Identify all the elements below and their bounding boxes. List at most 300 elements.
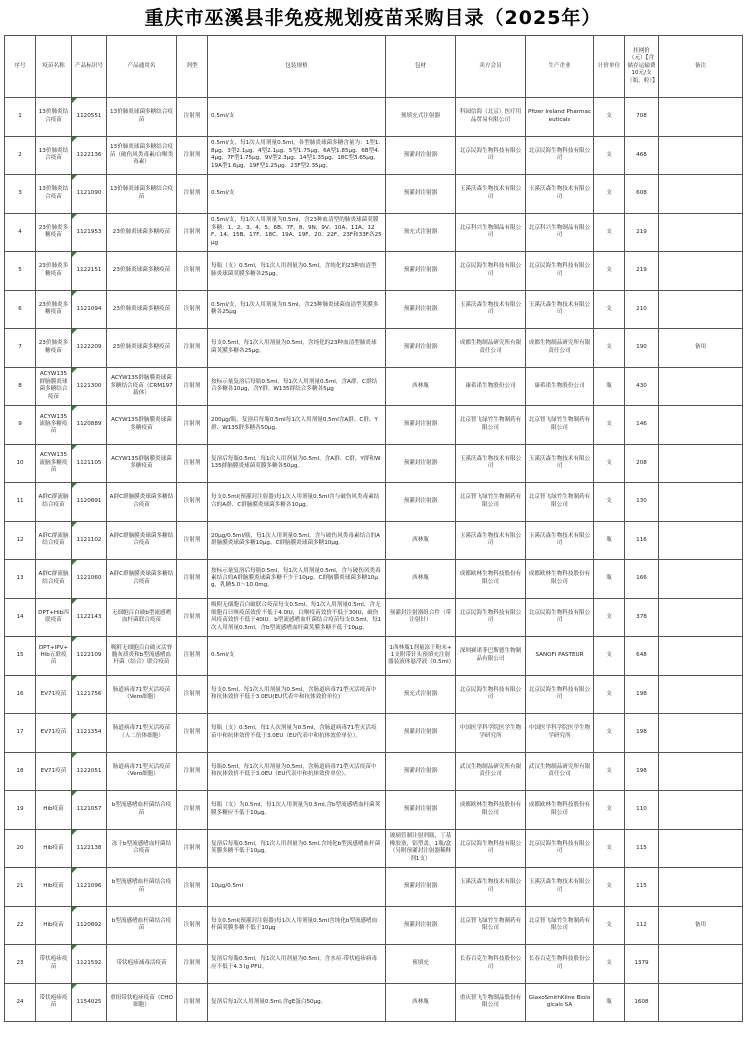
cell-pricing-unit: 支 (594, 329, 625, 368)
cell-no: 3 (5, 175, 36, 214)
cell-product-code: 1122138 (72, 829, 107, 868)
table-row (5, 483, 743, 522)
cell-dosage-form: 注射剂 (177, 868, 208, 907)
cell-seller: 玉溪沃森生物技术有限公司 (456, 868, 526, 907)
cell-price: 210 (625, 290, 659, 329)
cell-package-spec: 按标示量复溶后每瓶0.5ml，每1次人用剂量0.5ml，含与破伤风类毒素结合的A群脑膜炎球菌多糖不少于10μg、C群脑膜炎球菌多糖10μg，乳糖5.0～10.0mg。 (208, 560, 386, 599)
cell-pricing-unit: 瓶 (594, 983, 625, 1022)
cell-package-material: 预灌封注射器 (386, 752, 456, 791)
cell-no: 1 (5, 98, 36, 137)
cell-package-spec: 0.5ml/支，每1次人用剂量0.5ml，各型肺炎球菌多糖含量为：1型1.8μg、3型2.1μg、4型2.1μg、5型1.75μg、6A型1.85μg、6B型4.4μg、7F型1.75μg、9V型2.3μg、14型1.35μg、18C型3.65μg、19A型1.6μg、19F型1.25μg、23F型2.35μg。 (208, 136, 386, 175)
cell-generic-name: b型流感嗜血杆菌结合疫苗 (107, 791, 177, 830)
table-row (5, 637, 743, 676)
cell-manufacturer: 玉溪沃森生物技术有限公司 (526, 290, 594, 329)
cell-no: 9 (5, 406, 36, 445)
cell-package-material: 预灌封注射器 (386, 290, 456, 329)
cell-pricing-unit: 支 (594, 252, 625, 291)
cell-seller: 深圳赛诺菲巴斯德生物制品有限公司 (456, 637, 526, 676)
cell-price: 430 (625, 367, 659, 406)
cell-price: 112 (625, 906, 659, 945)
cell-package-spec: 20μg/0.5ml/瓶，每1次人用剂量0.5ml，含与破伤风类毒素结合的A群脑膜炎球菌多糖10μg、C群脑膜炎球菌多糖10μg。 (208, 521, 386, 560)
cell-generic-name: 肠道病毒71型灭活疫苗（Vero细胞） (107, 675, 177, 714)
cell-product-code: 1121354 (72, 714, 107, 753)
cell-vaccine-name: ACYW135流脑多糖疫苗 (36, 444, 72, 483)
header-manufacturer: 生产企业 (526, 36, 594, 98)
cell-note (659, 98, 743, 137)
cell-vaccine-name: 带状疱疹疫苗 (36, 945, 72, 984)
cell-no: 23 (5, 945, 36, 984)
cell-manufacturer: 北京民海生物科技有限公司 (526, 136, 594, 175)
table-row (5, 829, 743, 868)
cell-package-spec: 0.5ml/支 (208, 98, 386, 137)
table-row (5, 290, 743, 329)
cell-package-material: 西林瓶 (386, 983, 456, 1022)
cell-generic-name: ACYW135群脑膜炎球菌多糖疫苗 (107, 444, 177, 483)
cell-pricing-unit: 支 (594, 714, 625, 753)
table-row (5, 983, 743, 1022)
table-row (5, 213, 743, 252)
table-row (5, 406, 743, 445)
table-row (5, 752, 743, 791)
cell-manufacturer: 中国医学科学院医学生物学研究所 (526, 714, 594, 753)
cell-note (659, 598, 743, 637)
cell-vaccine-name: 带状疱疹疫苗 (36, 983, 72, 1022)
cell-seller: 中国医学科学院医学生物学研究所 (456, 714, 526, 753)
cell-note (659, 868, 743, 907)
cell-package-material: 预充式注射器 (386, 213, 456, 252)
cell-package-material: 预灌封注射器 (386, 791, 456, 830)
cell-manufacturer: 北京民海生物科技有限公司 (526, 675, 594, 714)
cell-manufacturer: 北京智飞绿竹生物制药有限公司 (526, 483, 594, 522)
cell-product-code: 1120551 (72, 98, 107, 137)
cell-generic-name: 13价肺炎球菌多糖结合疫苗 (107, 175, 177, 214)
cell-note (659, 290, 743, 329)
cell-manufacturer: 北京智飞绿竹生物制药有限公司 (526, 906, 594, 945)
cell-pricing-unit: 支 (594, 868, 625, 907)
cell-no: 11 (5, 483, 36, 522)
cell-manufacturer: 武汉生物制品研究所有限责任公司 (526, 752, 594, 791)
cell-dosage-form: 注射剂 (177, 175, 208, 214)
cell-note (659, 367, 743, 406)
cell-manufacturer: 成都生物制品研究所有限责任公司 (526, 329, 594, 368)
cell-note (659, 252, 743, 291)
cell-package-spec: 每瓶（支）为0.5ml，每1次人用剂量为0.5ml,含b型流感嗜血杆菌荚膜多糖应不低于10μg。 (208, 791, 386, 830)
cell-vaccine-name: ACYW135群脑膜炎球菌多糖结合疫苗 (36, 367, 72, 406)
cell-seller: 北京智飞绿竹生物制药有限公司 (456, 483, 526, 522)
cell-package-spec: 复溶后每瓶0.5ml，每1次人用剂量为0.5ml，含A群、C群、Y群和W135群脑膜炎球菌荚膜多糖各50μg。 (208, 444, 386, 483)
cell-vaccine-name: EV71疫苗 (36, 675, 72, 714)
cell-dosage-form: 注射剂 (177, 752, 208, 791)
cell-price: 208 (625, 444, 659, 483)
table-row (5, 98, 743, 137)
cell-no: 16 (5, 675, 36, 714)
cell-package-material: 预填充式注射器 (386, 98, 456, 137)
cell-vaccine-name: Hib疫苗 (36, 829, 72, 868)
cell-package-spec: 每支0.5ml，每1次人用剂量为0.5ml，含肠道病毒71型灭活疫苗中和抗体效价不低于3.0EU(EU代表中和抗体效价单位) (208, 675, 386, 714)
header-generic-name: 产品通用名 (107, 36, 177, 98)
cell-package-material: 预充式注射器 (386, 675, 456, 714)
cell-generic-name: b型流感嗜血杆菌结合疫苗 (107, 868, 177, 907)
cell-note: 备用 (659, 329, 743, 368)
cell-generic-name: 13价肺炎球菌多糖结合疫苗 (107, 98, 177, 137)
cell-package-spec: 0.5ml/支 (208, 637, 386, 676)
cell-package-material: 西林瓶 (386, 521, 456, 560)
cell-dosage-form: 注射剂 (177, 598, 208, 637)
cell-product-code: 1121090 (72, 175, 107, 214)
cell-seller: 科园信海（北京）医疗用品贸易有限公司 (456, 98, 526, 137)
cell-price: 198 (625, 714, 659, 753)
table-row (5, 521, 743, 560)
cell-vaccine-name: ACYW135流脑多糖疫苗 (36, 406, 72, 445)
cell-no: 4 (5, 213, 36, 252)
cell-pricing-unit: 支 (594, 444, 625, 483)
table-row (5, 175, 743, 214)
cell-dosage-form: 注射剂 (177, 983, 208, 1022)
cell-vaccine-name: 13价肺炎结合疫苗 (36, 98, 72, 137)
cell-product-code: 1120891 (72, 483, 107, 522)
cell-manufacturer: 成都欧林生物科技股份有限公司 (526, 791, 594, 830)
cell-no: 19 (5, 791, 36, 830)
cell-vaccine-name: 23价肺炎多糖疫苗 (36, 329, 72, 368)
cell-generic-name: 无细胞百白破b型流感嗜血杆菌联合疫苗 (107, 598, 177, 637)
table-row (5, 598, 743, 637)
cell-generic-name: ACYW135群脑膜炎球菌多糖结合疫苗（CRM197载体） (107, 367, 177, 406)
cell-product-code: 1122151 (72, 252, 107, 291)
cell-seller: 玉溪沃森生物技术有限公司 (456, 521, 526, 560)
cell-manufacturer: 玉溪沃森生物技术有限公司 (526, 521, 594, 560)
cell-generic-name: 肠道病毒71型灭活疫苗（Vero细胞） (107, 752, 177, 791)
cell-manufacturer: 成都欧林生物科技股份有限公司 (526, 560, 594, 599)
cell-package-material: 预灌封注射器 (386, 714, 456, 753)
cell-pricing-unit: 支 (594, 175, 625, 214)
cell-dosage-form: 注射剂 (177, 444, 208, 483)
cell-dosage-form: 注射剂 (177, 252, 208, 291)
cell-price: 1608 (625, 983, 659, 1022)
cell-package-spec: 0.5ml/支，每1次人用剂量为0.5ml，含23种肺炎球菌血清型荚膜多糖各25μg (208, 290, 386, 329)
cell-dosage-form: 注射剂 (177, 637, 208, 676)
cell-package-material: 预填充 (386, 945, 456, 984)
cell-dosage-form: 注射剂 (177, 213, 208, 252)
cell-package-material: 预灌封注射器 (386, 329, 456, 368)
cell-note: 备用 (659, 906, 743, 945)
cell-product-code: 1121057 (72, 791, 107, 830)
cell-vaccine-name: 23价肺炎多糖疫苗 (36, 252, 72, 291)
cell-seller: 北京民海生物科技有限公司 (456, 252, 526, 291)
cell-no: 7 (5, 329, 36, 368)
cell-seller: 北京民海生物科技有限公司 (456, 136, 526, 175)
cell-note (659, 483, 743, 522)
cell-package-material: 预灌封注射器 (386, 906, 456, 945)
cell-product-code: 1121300 (72, 367, 107, 406)
cell-no: 15 (5, 637, 36, 676)
cell-generic-name: 23价肺炎球菌多糖疫苗 (107, 213, 177, 252)
cell-pricing-unit: 支 (594, 637, 625, 676)
cell-product-code: 1121096 (72, 868, 107, 907)
cell-product-code: 1121102 (72, 521, 107, 560)
page-title: 重庆市巫溪县非免疫规划疫苗采购目录（2025年） (144, 7, 602, 29)
cell-dosage-form: 注射剂 (177, 906, 208, 945)
cell-price: 219 (625, 252, 659, 291)
cell-package-material: 预灌封注射器 (386, 136, 456, 175)
cell-dosage-form: 注射剂 (177, 136, 208, 175)
cell-seller: 北京科兴生物制品有限公司 (456, 213, 526, 252)
cell-product-code: 1120892 (72, 906, 107, 945)
table-row (5, 675, 743, 714)
table-row (5, 367, 743, 406)
cell-package-material: 预灌封注射器 (386, 868, 456, 907)
cell-vaccine-name: Hib疫苗 (36, 906, 72, 945)
cell-vaccine-name: A群C群流脑结合疫苗 (36, 483, 72, 522)
cell-generic-name: A群C群脑膜炎球菌多糖结合疫苗 (107, 560, 177, 599)
cell-note (659, 714, 743, 753)
cell-price: 708 (625, 98, 659, 137)
cell-seller: 成都欧林生物科技股份有限公司 (456, 791, 526, 830)
cell-product-code: 1121592 (72, 945, 107, 984)
cell-generic-name: 23价肺炎球菌多糖疫苗 (107, 290, 177, 329)
cell-seller: 成都生物制品研究所有限责任公司 (456, 329, 526, 368)
cell-product-code: 1154025 (72, 983, 107, 1022)
cell-package-spec: 200μg/瓶，复溶后每瓶0.5ml每1次人用剂量0.5ml含A群、C群、Y群、W135群多糖各50μg。 (208, 406, 386, 445)
cell-manufacturer: 玉溪沃森生物技术有限公司 (526, 868, 594, 907)
cell-package-material: 西林瓶 (386, 367, 456, 406)
cell-seller: 玉溪沃森生物技术有限公司 (456, 444, 526, 483)
cell-vaccine-name: 13价肺炎结合疫苗 (36, 175, 72, 214)
cell-price: 219 (625, 213, 659, 252)
cell-dosage-form: 注射剂 (177, 483, 208, 522)
cell-pricing-unit: 支 (594, 290, 625, 329)
cell-note (659, 752, 743, 791)
cell-pricing-unit: 瓶 (594, 521, 625, 560)
cell-seller: 成都欧林生物科技股份有限公司 (456, 560, 526, 599)
cell-note (659, 675, 743, 714)
cell-package-spec: 复溶后每瓶0.5ml，每1次人用剂量为0.5ml，含水痘-带状疱疹病毒应不低于4.3 lg PFU。 (208, 945, 386, 984)
cell-package-spec: 复溶后每瓶0.5ml，每1次人用剂量为0.5ml,含纯化b型流感嗜血杆菌荚膜多糖不低于10μg。 (208, 829, 386, 868)
cell-note (659, 136, 743, 175)
cell-price: 198 (625, 752, 659, 791)
cell-vaccine-name: EV71疫苗 (36, 714, 72, 753)
cell-note (659, 521, 743, 560)
cell-dosage-form: 注射剂 (177, 675, 208, 714)
cell-package-spec: 每瓶0.5ml，每1次人用剂量为0.5ml，含肠道病毒71型灭活疫苗中和抗体效价不低于3.0EU（EU代表中和抗体效价单位）。 (208, 752, 386, 791)
cell-pricing-unit: 支 (594, 829, 625, 868)
cell-dosage-form: 注射剂 (177, 98, 208, 137)
cell-vaccine-name: 23价肺炎多糖疫苗 (36, 290, 72, 329)
cell-no: 24 (5, 983, 36, 1022)
table-row (5, 252, 743, 291)
cell-note (659, 983, 743, 1022)
cell-manufacturer: 北京科兴生物制品有限公司 (526, 213, 594, 252)
cell-product-code: 1121105 (72, 444, 107, 483)
cell-no: 22 (5, 906, 36, 945)
cell-price: 198 (625, 675, 659, 714)
cell-package-material: 预灌封注射器 (386, 444, 456, 483)
cell-no: 5 (5, 252, 36, 291)
cell-manufacturer: 北京民海生物科技有限公司 (526, 829, 594, 868)
cell-pricing-unit: 支 (594, 752, 625, 791)
cell-product-code: 1121060 (72, 560, 107, 599)
cell-pricing-unit: 支 (594, 791, 625, 830)
vaccine-catalog-table (4, 35, 743, 1022)
cell-package-spec: 每瓶（支）0.5ml，每1次人用剂量为0.5ml，含纯化的23种血清型肺炎球菌荚膜多糖各25μg。 (208, 252, 386, 291)
cell-pricing-unit: 支 (594, 906, 625, 945)
cell-package-material: 预灌封注射器组合件（带注射针） (386, 598, 456, 637)
cell-product-code: 1122109 (72, 637, 107, 676)
cell-vaccine-name: DPT+IPV+Hib五联疫苗 (36, 637, 72, 676)
cell-package-spec: 复溶后每1次人用剂量0.5ml,含gE蛋白50μg。 (208, 983, 386, 1022)
table-row (5, 945, 743, 984)
cell-manufacturer: 北京智飞绿竹生物制药有限公司 (526, 406, 594, 445)
cell-no: 2 (5, 136, 36, 175)
cell-vaccine-name: 13价肺炎结合疫苗 (36, 136, 72, 175)
cell-package-spec: 每瓶（支）0.5ml，每1人次剂量为0.5ml，含肠道病毒71型灭活疫苗中和抗体效价不低于3.0EU（EU代表中和抗体效价单位）。 (208, 714, 386, 753)
cell-pricing-unit: 支 (594, 98, 625, 137)
header-seller: 卖方会员 (456, 36, 526, 98)
cell-package-spec: 0.5ml/支 (208, 175, 386, 214)
cell-package-spec: 10μg/0.5ml (208, 868, 386, 907)
cell-dosage-form: 注射剂 (177, 406, 208, 445)
cell-dosage-form: 注射剂 (177, 945, 208, 984)
cell-product-code: 1120889 (72, 406, 107, 445)
cell-package-material: 西林瓶 (386, 560, 456, 599)
cell-note (659, 175, 743, 214)
cell-pricing-unit: 支 (594, 598, 625, 637)
cell-seller: 北京民海生物科技有限公司 (456, 675, 526, 714)
cell-pricing-unit: 瓶 (594, 560, 625, 599)
cell-vaccine-name: EV71疫苗 (36, 752, 72, 791)
cell-pricing-unit: 支 (594, 675, 625, 714)
table-row (5, 714, 743, 753)
cell-price: 115 (625, 868, 659, 907)
cell-generic-name: 13价肺炎球菌多糖结合疫苗（破伤风类毒素/白喉类毒素） (107, 136, 177, 175)
cell-package-spec: 每支0.5ml，每1次人用剂量为0.5ml，含纯化的23种血清型肺炎球菌荚膜多糖各25μg。 (208, 329, 386, 368)
cell-package-spec: 每支0.5ml(预灌封注射器)每1次人用剂量0.5ml含纯化b型流感嗜血杆菌荚膜多糖不低于10μg (208, 906, 386, 945)
cell-note (659, 444, 743, 483)
cell-price: 116 (625, 521, 659, 560)
cell-price: 146 (625, 406, 659, 445)
cell-product-code: 1122143 (72, 598, 107, 637)
cell-no: 17 (5, 714, 36, 753)
cell-seller: 长春百克生物科技股份公司 (456, 945, 526, 984)
cell-no: 21 (5, 868, 36, 907)
cell-vaccine-name: A群C群流脑结合疫苗 (36, 521, 72, 560)
header-product-code: 产品标识号 (72, 36, 107, 98)
cell-price: 130 (625, 483, 659, 522)
cell-dosage-form: 注射剂 (177, 791, 208, 830)
cell-price: 1379 (625, 945, 659, 984)
header-dosage-form: 剂型 (177, 36, 208, 98)
cell-note (659, 406, 743, 445)
cell-manufacturer: 康希诺生物股份公司 (526, 367, 594, 406)
cell-package-material: 预灌封注射器 (386, 175, 456, 214)
cell-vaccine-name: Hib疫苗 (36, 868, 72, 907)
cell-manufacturer: 长春百克生物科技股份公司 (526, 945, 594, 984)
cell-product-code: 1121953 (72, 213, 107, 252)
cell-seller: 玉溪沃森生物技术有限公司 (456, 175, 526, 214)
cell-generic-name: 吸附无细胞百白破灭活脊髓灰质炎和b型流感嗜血杆菌（结合）联合疫苗 (107, 637, 177, 676)
header-package-spec: 包装规格 (208, 36, 386, 98)
cell-no: 20 (5, 829, 36, 868)
cell-pricing-unit: 支 (594, 213, 625, 252)
cell-price: 608 (625, 175, 659, 214)
cell-seller: 北京民海生物科技有限公司 (456, 598, 526, 637)
cell-generic-name: 肠道病毒71型灭活疫苗（人二倍体细胞） (107, 714, 177, 753)
table-row (5, 329, 743, 368)
cell-dosage-form: 注射剂 (177, 560, 208, 599)
cell-dosage-form: 注射剂 (177, 714, 208, 753)
cell-generic-name: 重组带状疱疹疫苗（CHO细胞） (107, 983, 177, 1022)
table-header-row (5, 36, 743, 98)
cell-package-spec: 0.5ml/支，每1次人用剂量为0.5ml，含23种血清型的肺炎球菌荚膜多糖：1、2、3、4、5、6B、7F、8、9N、9V、10A、11A、12F、14、15B、17F、18C、19A、19F、20、22F、23F和33F各25μg (208, 213, 386, 252)
header-note: 备注 (659, 36, 743, 98)
header-price: 挂网价（元）【含储存运输费10元/支（瓶、粒）】 (625, 36, 659, 98)
cell-price: 378 (625, 598, 659, 637)
cell-pricing-unit: 支 (594, 483, 625, 522)
cell-price: 648 (625, 637, 659, 676)
cell-vaccine-name: DPT+Hib四联疫苗 (36, 598, 72, 637)
cell-package-material: 预灌封注射器 (386, 252, 456, 291)
cell-dosage-form: 注射剂 (177, 290, 208, 329)
cell-note (659, 829, 743, 868)
cell-package-material: 预灌封注射器 (386, 483, 456, 522)
table-row (5, 136, 743, 175)
cell-pricing-unit: 支 (594, 136, 625, 175)
header-pricing-unit: 计价单位 (594, 36, 625, 98)
table-row (5, 560, 743, 599)
cell-seller: 北京民海生物科技有限公司 (456, 829, 526, 868)
cell-manufacturer: 北京民海生物科技有限公司 (526, 252, 594, 291)
cell-no: 8 (5, 367, 36, 406)
cell-seller: 重庆智飞生物制品股份有限公司 (456, 983, 526, 1022)
cell-no: 13 (5, 560, 36, 599)
cell-manufacturer: 北京民海生物科技有限公司 (526, 598, 594, 637)
cell-seller: 武汉生物制品研究所有限责任公司 (456, 752, 526, 791)
cell-manufacturer: SANOFI PASTEUR (526, 637, 594, 676)
cell-note (659, 213, 743, 252)
cell-seller: 北京智飞绿竹生物制药有限公司 (456, 406, 526, 445)
cell-manufacturer: 玉溪沃森生物技术有限公司 (526, 444, 594, 483)
cell-no: 14 (5, 598, 36, 637)
table-row (5, 868, 743, 907)
cell-package-material: 预灌封注射器 (386, 406, 456, 445)
cell-note (659, 560, 743, 599)
cell-generic-name: b型流感嗜血杆菌结合疫苗 (107, 906, 177, 945)
cell-package-spec: 按标示量复溶后每瓶0.5ml，每1次人用剂量0.5ml，含A群、C群结合多糖各10μg，含Y群、W135群结合多糖各5μg (208, 367, 386, 406)
cell-pricing-unit: 支 (594, 406, 625, 445)
cell-generic-name: 23价肺炎球菌多糖疫苗 (107, 329, 177, 368)
cell-vaccine-name: 23价肺炎多糖疫苗 (36, 213, 72, 252)
header-package-material: 包材 (386, 36, 456, 98)
table-row (5, 791, 743, 830)
cell-note (659, 791, 743, 830)
cell-generic-name: 冻干b型流感嗜血杆菌结合疫苗 (107, 829, 177, 868)
cell-price: 115 (625, 829, 659, 868)
cell-product-code: 1121094 (72, 290, 107, 329)
cell-generic-name: 带状疱疹减毒活疫苗 (107, 945, 177, 984)
cell-price: 468 (625, 136, 659, 175)
cell-vaccine-name: Hib疫苗 (36, 791, 72, 830)
cell-no: 12 (5, 521, 36, 560)
cell-package-spec: 吸附无细胞百白破联合疫苗每支0.5ml，每1次人用剂量0.5ml，含无细胞百日咳疫苗效价不低于4.0IU，白喉疫苗效价不低于30IU，破伤风疫苗效价不低于40IU。b型流感嗜血杆菌结合疫苗每支0.5ml，每1次人用剂量0.5ml，含b型流感嗜血杆菌荚膜多糖不低于10μg。 (208, 598, 386, 637)
cell-product-code: 1121756 (72, 675, 107, 714)
cell-price: 166 (625, 560, 659, 599)
cell-seller: 康希诺生物股份公司 (456, 367, 526, 406)
cell-note (659, 945, 743, 984)
cell-package-spec: 每支0.5ml(预灌封注射器)每1次人用剂量0.5ml含与破伤风类毒素结合的A群、C群脑膜炎球菌多糖各10μg。 (208, 483, 386, 522)
cell-generic-name: 23价肺炎球菌多糖疫苗 (107, 252, 177, 291)
cell-no: 6 (5, 290, 36, 329)
cell-price: 190 (625, 329, 659, 368)
header-no: 序号 (5, 36, 36, 98)
